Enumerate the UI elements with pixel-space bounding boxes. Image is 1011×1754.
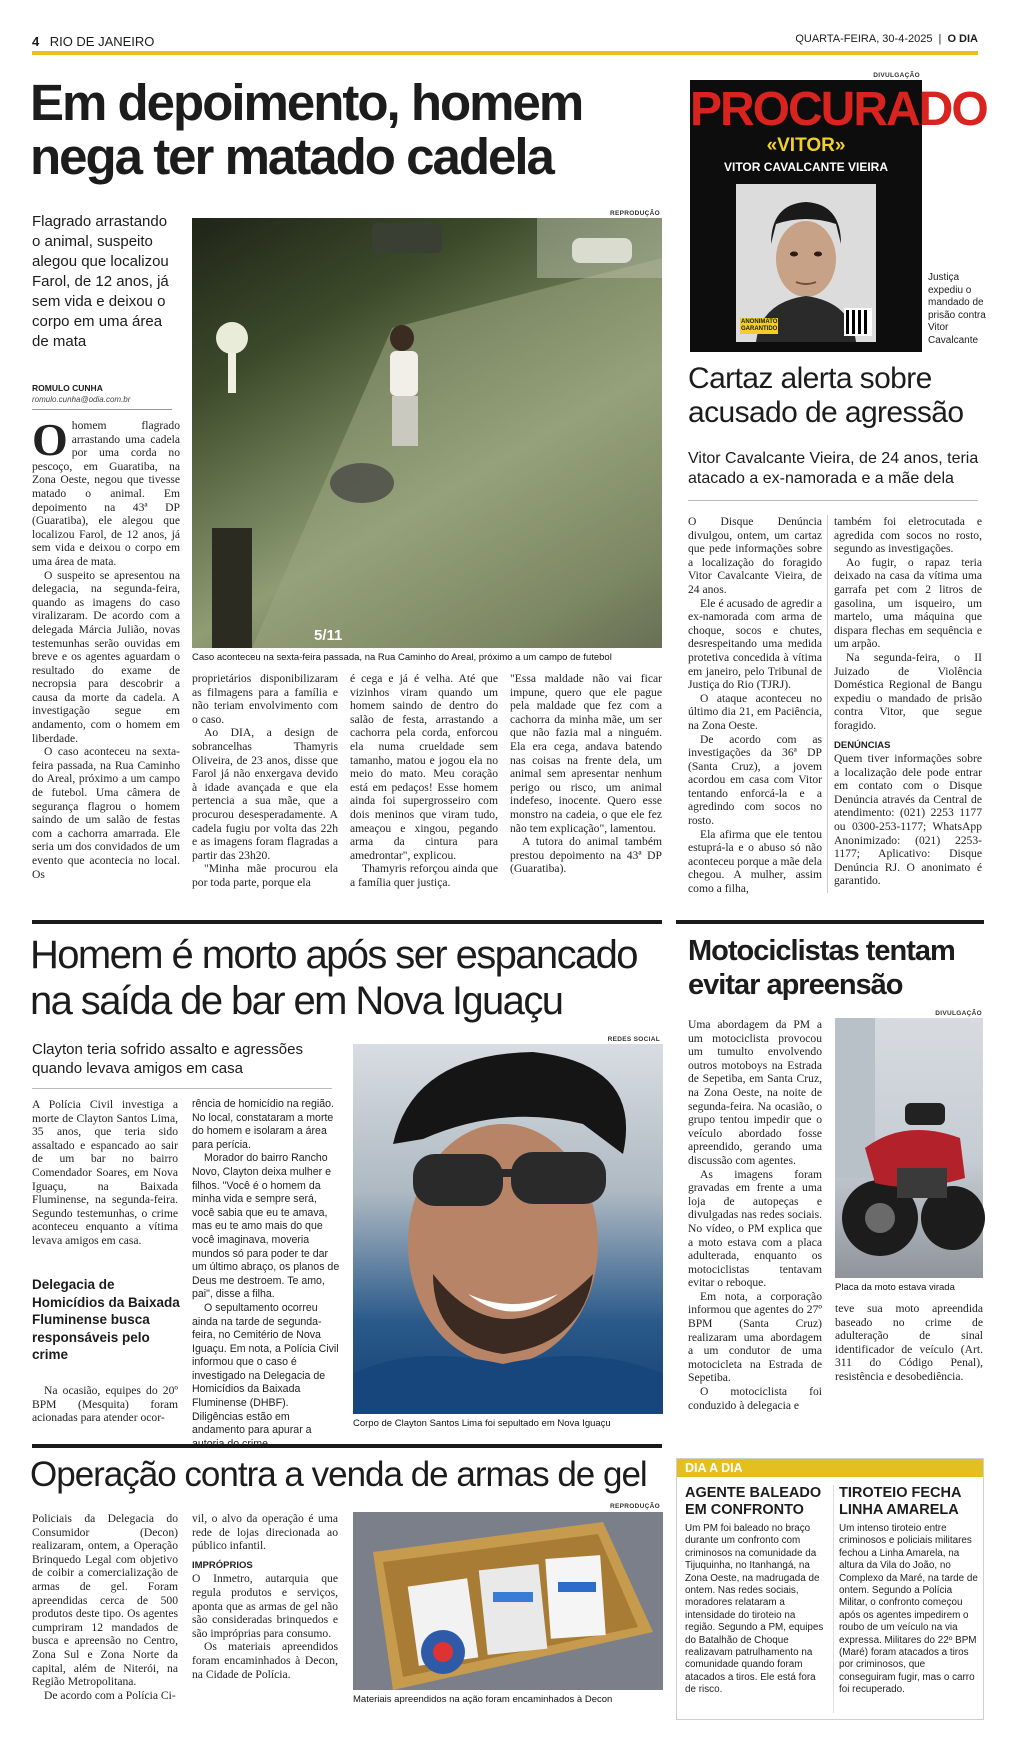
story5-photo-credit: REPRODUÇÃO xyxy=(610,1503,660,1510)
story3-deck: Clayton teria sofrido assalto e agressões quando levava amigos em casa xyxy=(32,1041,303,1077)
story1-deck: Flagrado arrastando o animal, suspeito alegou que localizou Farol, de 12 anos, já sem vida e deixou o corpo em uma área de mata xyxy=(32,213,169,350)
poster-title: PROCURADO xyxy=(690,83,987,136)
poster-name: VITOR CAVALCANTE VIEIRA xyxy=(723,160,888,174)
story1-col1: O homem flagrado arrastando uma cadela por uma corda no pescoço, em Guaratiba, na Zona Oeste, negou que tivesse matado o animal. Em depoimento na 43ª DP (Guaratiba), ele alegou que localizou Farol, de 12 anos, já sem vida e deixou o corpo em uma área de mata. O suspeito se apresentou na delegacia, na segunda-feira, quando as imagens do caso viralizaram. De acordo com a delegada Márcia Julião, novas testemunhas serão ouvidas em breve e os agentes aguardam o resultado do exame de necropsia para descobrir a causa da morte da cadela. A investigação segue em andamento, com o homem em liberdade. O caso aconteceu na sexta-feira passada, na Rua Caminho do Areal, próximo a um campo de futebol. Uma câmera de segurança flagrou o homem saindo de um salão de festas com a cachorra amarrada. Ele seria um dos convidados de um evento que acontecia no local. Os xyxy=(32,414,180,881)
item2-title: TIROTEIO FECHA LINHA AMARELA xyxy=(839,1485,961,1518)
story5-caption: Materiais apreendidos na ação foram encaminhados à Decon xyxy=(353,1694,613,1705)
motorcycle-photo xyxy=(835,1018,983,1278)
story2-col1: O Disque Denúncia divulgou, ontem, um cartaz que pede informações sobre a localização do foragido Vitor Cavalcante Vieira, de 24 anos. Ele é acusado de agredir a ex-namorada com arma de choque, socos e chutes, desrespeitando uma medida protetiva concedida à vítima em janeiro, pelo Tribunal de Justiça do Rio (TJRJ). O ataque aconteceu no último dia 21, em Paciência, na Zona Oeste. De acordo com as investigações da 36ª DP (Santa Cruz), a jovem acordou em casa com Vitor tentando enforcá-la e a agredindo com socos no rosto. Ela afirma que ele tentou estuprá-la e o abuso só não aconteceu porque a mãe dela chegou. A mulher, assim como a filha, xyxy=(688,515,822,896)
edition-date: QUARTA-FEIRA, 30-4-2025 xyxy=(795,33,933,45)
story1-cctv-photo xyxy=(192,218,662,648)
story4-caption: Placa da moto estava virada xyxy=(835,1282,955,1293)
story5-col1: Policiais da Delegacia do Consumidor (Decon) realizaram, ontem, a Operação Brinquedo Legal com objetivo de coibir a comercialização de armas de gel. Foram apreendidas cerca de 500 produtos deste tipo. Os agentes cumpriram 12 mandados de busca e apreensão no Centro, Zona Sul e Zona Norte da capital, além de Niterói, na Região Metropolitana. De acordo com a Polícia Ci- xyxy=(32,1512,178,1702)
story3-photo-credit: REDES SOCIAL xyxy=(607,1036,660,1043)
story1-caption: Caso aconteceu na sexta-feira passada, na Rua Caminho do Areal, próximo a um campo de futebol xyxy=(192,652,612,663)
story2-headline: Cartaz alerta sobre acusado de agressão xyxy=(688,362,964,429)
dia-a-dia-label: DIA A DIA xyxy=(677,1459,983,1477)
story3-caption: Corpo de Clayton Santos Lima foi sepultado em Nova Iguaçu xyxy=(353,1418,611,1429)
story4-headline: Motociclistas tentam evitar apreensão xyxy=(688,935,955,1001)
story1-headline: Em depoimento, homem nega ter matado cadela xyxy=(30,74,583,185)
story5-headline: Operação contra a venda de armas de gel xyxy=(30,1455,647,1494)
story2-col2: também foi eletrocutada e agredida com socos no rosto, segundo as investigações. Ao fugir, o rapaz teria deixado na casa da vítima uma garrafa pet com 2 litros de gasolina, um isqueiro, um martelo, uma máquina que dispara flechas em sequência e um arpão. Na segunda-feira, o II Juizado de Violência Doméstica Regional de Bangu expediu o mandado de prisão contra Vitor, que segue foragido. DENÚNCIAS Quem tiver informações sobre a localização dele pode entrar em contato com o Disque Denúncia através da Central de atendimento: (021) 2253 1177 ou 0300-253-1177; WhatsApp Anonimizado: (021) 2253-1177; Aplicativo: Disque Denúncia RJ. O anonimato é garantido. xyxy=(834,515,982,888)
story3-col2: rência de homicídio na região. No local, constataram a morte do homem e isolaram a área para perícia. Morador do bairro Rancho Novo, Clayton deixa mulher e filhos. "Você é o homem da minha vida e sempre será, você sabia que eu te amava, mas eu te amo mais do que você imaginava, moveria mundos só para poder te dar um último abraço, os planos de Deus me destroem. Te amo, pai", disse a filha. O sepultamento ocorreu ainda na tarde de segunda-feira, no Cemitério de Nova Iguaçu. Em nota, a Polícia Civil informou que o caso é investigado na Delegacia de Homicídios da Baixada Fluminense (DHBF). Diligências estão em andamento para apurar a xyxy=(192,1098,340,1437)
story3-photo xyxy=(353,1044,663,1414)
item1-title: AGENTE BALEADO EM CONFRONTO xyxy=(685,1485,822,1518)
brand-name: O DIA xyxy=(947,33,978,45)
boxes-scene xyxy=(353,1512,663,1690)
page-number: 4 xyxy=(32,34,40,49)
poster-badge: ANONIMATO GARANTIDO xyxy=(741,319,778,332)
section-name: RIO DE JANEIRO xyxy=(49,34,155,49)
story4-col1: Uma abordagem da PM a um motociclista provocou um tumulto envolvendo outros motoboys na Estrada de Sepetiba, em Santa Cruz, na Zona Oeste, na noite de segunda-feira. Na ocasião, o grupo tentou impedir que o veículo abordado fosse apreendido, gerando uma discussão com agentes. As imagens foram gravadas em frente a uma loja de autopeças e divulgadas nas redes sociais. No vídeo, o PM explica que a moto estava com a placa adulterada, enquanto os motociclistas tentavam evitar o reboque. Em nota, a corporação informou que agentes do 27º BPM (Santa Cruz) realizaram uma abordagem a um condutor de uma motocicleta na Estrada de Sepetiba. O motociclista foi conduzido à delegacia e xyxy=(688,1018,822,1412)
item2-body: Um intenso tiroteio entre criminosos e policiais militares fechou a Linha Amarela, na altura da Vila do João, no Complexo da Maré, na tarde de ontem. Segundo a Polícia Militar, o confronto começou após os agentes impedirem o roubo de um veículo na via expressa. Militares do 22º BPM (Maré) foram atacados a tiros por criminosos, que conseguiram fugir, mas o carro foi recuperado. xyxy=(839,1523,978,1696)
gel-guns-photo xyxy=(353,1512,663,1690)
cctv-timestamp: 5/11 xyxy=(314,627,343,644)
selfie-scene xyxy=(353,1044,663,1414)
story5-subhead: IMPRÓPRIOS xyxy=(192,1559,253,1571)
story1-photo-credit: REPRODUÇÃO xyxy=(610,210,660,217)
story2-photo-credit: DIVULGAÇÃO xyxy=(873,72,920,79)
story1-col4: "Essa maldade não vai ficar impune, quero que ele pague pela maldade que fez com a cachorra da minha mãe, um ser que não fazia mal a ninguém. Ela era cega, andava batendo nas coisas na frente dela, um animal sem apresentar nenhum perigo ou risco, um animal indefeso, inocente. Quero esse monstro na cadeia, o que ele fez não tem explicação", lamentou. A tutora do animal também prestou depoimento na 43ª DP (Guaratiba). xyxy=(510,672,662,876)
poster-nickname: «VITOR» xyxy=(766,135,846,156)
story5-col2: vil, o alvo da operação é uma rede de lojas direcionada ao público infantil. IMPRÓPRIOS O Inmetro, autarquia que regula produtos e serviços, aponta que as armas de gel não são consideradas brinquedos e são impróprias para consumo. Os materiais apreendidos foram encaminhados à Decon, na Cidade de Polícia. xyxy=(192,1512,338,1681)
story2-subhead: DENÚNCIAS xyxy=(834,739,891,751)
story1-col3: é cega e já é velha. Até que vizinhos viram quando um homem saindo de dentro do salão de festa, arrastando a cachorra pela corda, enforcou ela numa crueldade sem tamanho, matou e jogou ela no meio do mato. Meu coração está em pedaços! Esse homem ainda foi supergrosseiro com dois meninos que viram tudo, ameaçou e xingou, pegando arma da cintura para amedrontar", explicou. Thamyris reforçou ainda que a família quer justiça. xyxy=(350,672,498,889)
suspect-photo xyxy=(736,184,876,342)
story3-pullquote: Delegacia de Homicídios da Baixada Fluminense busca responsáveis pelo crime xyxy=(32,1277,180,1362)
story3-headline: Homem é morto após ser espancado na saída de bar em Nova Iguaçu xyxy=(30,933,637,1023)
story3-col1b: Na ocasião, equipes do 20º BPM (Mesquita) foram acionadas para atender ocor- xyxy=(32,1384,178,1425)
section-rule-2 xyxy=(676,920,984,924)
story2-deck: Vitor Cavalcante Vieira, de 24 anos, teria atacado a ex-namorada e a mãe dela xyxy=(688,450,979,487)
story1-email: romulo.cunha@odia.com.br xyxy=(32,395,131,404)
story1-byline: ROMULO CUNHA xyxy=(32,383,103,393)
dropcap: O xyxy=(32,414,68,465)
dia-a-dia-box xyxy=(676,1458,984,1720)
story2-side-caption: Justiça expediu o mandado de prisão contra Vitor Cavalcante xyxy=(928,272,986,346)
qr-code-icon xyxy=(844,308,872,336)
story1-col2: proprietários disponibilizaram as filmagens para a família e não teriam envolvimento com o caso. Ao DIA, a design de sobrancelhas Thamyris Oliveira, de 23 anos, disse que Farol já não enxergava devido à idade avançada e que ela pertencia a sua mãe, que a procurou desesperadamente. A cadela fugiu por volta das 22h e as imagens foram flagradas a partir das 23h20. "Minha mãe procurou ela por toda parte, porque ela xyxy=(192,672,338,889)
section-rule-1 xyxy=(32,920,662,924)
cctv-scene xyxy=(192,218,662,648)
story4-col2: teve sua moto apreendida baseado no crime de adulteração de sinal identificador de veículo (Art. 311 do Código Penal), resistência e desobediência. xyxy=(835,1302,983,1383)
header-rule xyxy=(32,51,978,55)
story3-col1: A Polícia Civil investiga a morte de Clayton Santos Lima, 35 anos, que teria sido assaltado e espancado ao sair de um bar no bairro Comendador Soares, em Nova Iguaçu, na Baixada Fluminense, na segunda-feira. Segundo testemunhas, o crime aconteceu enquanto a vítima levava amigos em casa. xyxy=(32,1098,178,1247)
story4-photo-credit: DIVULGAÇÃO xyxy=(935,1010,982,1017)
page-header: 4 RIO DE JANEIRO QUARTA-FEIRA, 30-4-2025 | O DIA xyxy=(32,33,978,49)
section-rule-3 xyxy=(32,1444,662,1448)
motorcycle-scene xyxy=(835,1018,983,1278)
item1-body: Um PM foi baleado no braço durante um confronto com criminosos na comunidade da Tijuquinha, no Itanhangá, na Zona Oeste, na madrugada de ontem. Nas redes sociais, moradores relataram a intensidade do tiroteio na região. Segundo a PM, equipes do Batalhão de Choque realizavam patrulhamento na comunidade quando foram atacados a tiros. Ele está fora de risco. xyxy=(685,1523,824,1696)
